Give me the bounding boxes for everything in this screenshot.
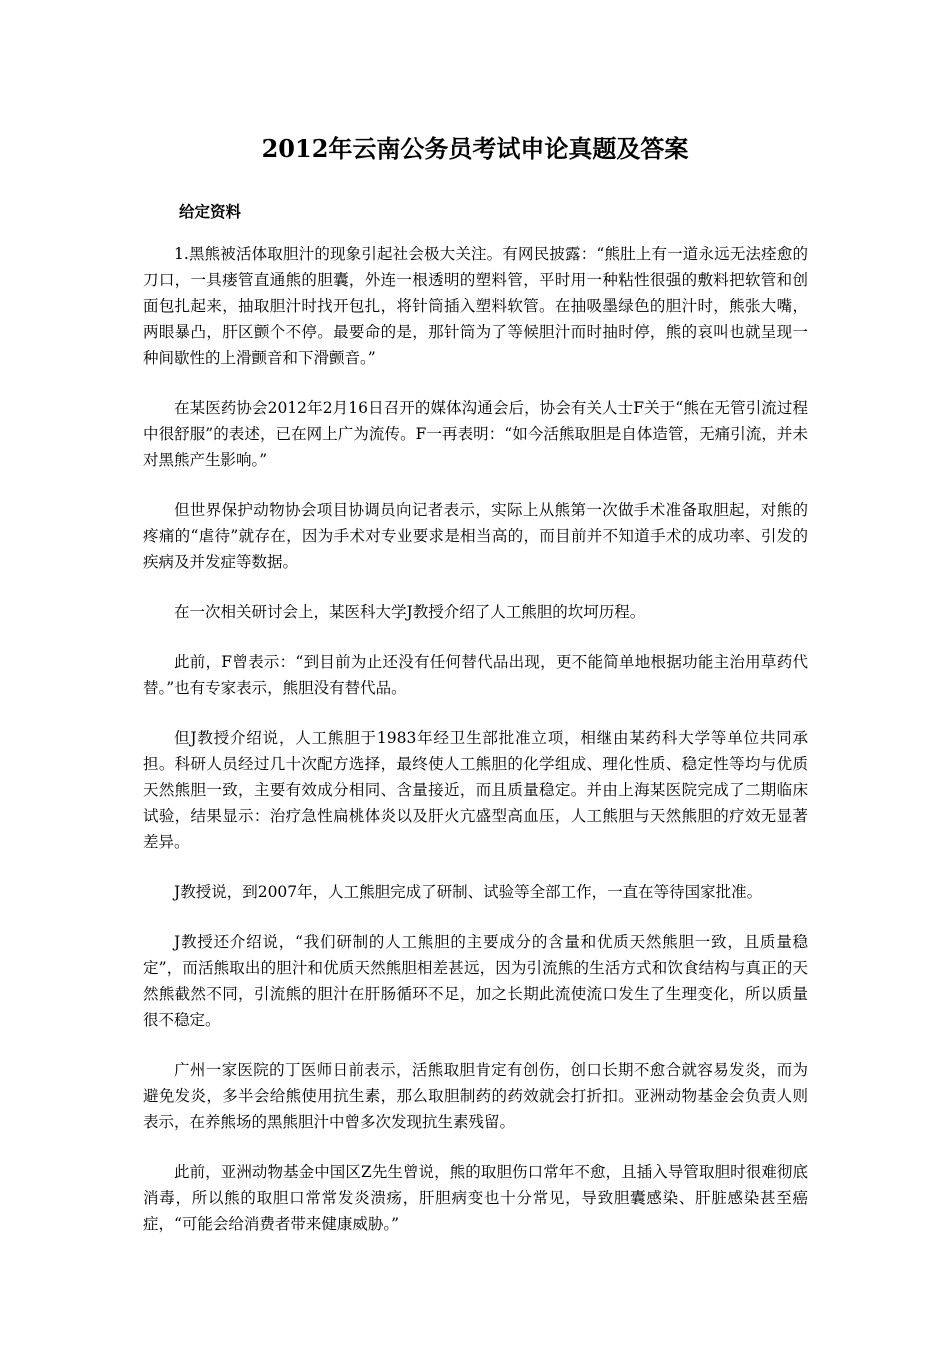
page-title: 2012年云南公务员考试申论真题及答案 [261, 134, 689, 163]
paragraph-10: 此前，亚洲动物基金中国区Z先生曾说，熊的取胆伤口常年不愈，且插入导管取胆时很难彻底消毒，所以熊的取胆口常常发炎溃疡，肝胆病变也十分常见，导致胆囊感染、肝脏感染甚至癌症，“可能会给消费者带来健康威胁。” [143, 1163, 808, 1233]
paragraph-2: 在某医药协会2012年2月16日召开的媒体沟通会后，协会有关人士F关于“熊在无管引流过程中很舒服”的表述，已在网上广为流传。F一再表明：“如今活熊取胆是自体造管，无痛引流，并未对黑熊产生影响。” [143, 399, 808, 469]
paragraph-3: 但世界保护动物协会项目协调员向记者表示，实际上从熊第一次做手术准备取胆起，对熊的疼痛的“虐待”就存在，因为手术对专业要求是相当高的，而目前并不知道手术的成功率、引发的疾病及并发症等数据。 [143, 501, 808, 571]
paragraph-8: J教授还介绍说，“我们研制的人工熊胆的主要成分的含量和优质天然熊胆一致，且质量稳定”，而活熊取出的胆汁和优质天然熊胆相差甚远，因为引流熊的生活方式和饮食结构与真正的天然熊截然不同，引流熊的胆汁在肝肠循环不足，加之长期此流使流口发生了生理变化，所以质量很不稳定。 [143, 933, 808, 1029]
paragraph-5: 此前，F曾表示：“到目前为止还没有任何替代品出现，更不能简单地根据功能主治用草药代替。”也有专家表示，熊胆没有替代品。 [143, 653, 808, 697]
section-heading: 给定资料 [179, 202, 242, 221]
paragraph-6: 但J教授介绍说，人工熊胆于1983年经卫生部批准立项，相继由某药科大学等单位共同承担。科研人员经过几十次配方选择，最终使人工熊胆的化学组成、理化性质、稳定性等均与优质天然熊胆一致，主要有效成分相同、含量接近，而且质量稳定。并由上海某医院完成了二期临床试验，结果显示：治疗急性扁桃体炎以及肝火亢盛型高血压，人工熊胆与天然熊胆的疗效无显著差异。 [143, 729, 808, 851]
paragraph-1: 1.黑熊被活体取胆汁的现象引起社会极大关注。有网民披露：“熊肚上有一道永远无法痊愈的刀口，一具瘘管直通熊的胆囊，外连一根透明的塑料管，平时用一种粘性很强的敷料把软管和创面包扎起来，抽取胆汁时找开包扎，将针筒插入塑料软管。在抽吸墨绿色的胆汁时，熊张大嘴，两眼暴凸，肝区颤个不停。最要命的是，那针筒为了等候胆汁而时抽时停，熊的哀叫也就呈现一种间歇性的上滑颤音和下滑颤音。” [143, 245, 808, 367]
paragraph-4: 在一次相关研讨会上，某医科大学J教授介绍了人工熊胆的坎坷历程。 [174, 603, 646, 621]
paragraph-7: J教授说，到2007年，人工熊胆完成了研制、试验等全部工作，一直在等待国家批准。 [174, 883, 763, 901]
paragraph-9: 广州一家医院的丁医师日前表示，活熊取胆肯定有创伤，创口长期不愈合就容易发炎，而为避免发炎，多半会给熊使用抗生素，那么取胆制药的药效就会打折扣。亚洲动物基金会负责人则表示，在养熊场的黑熊胆汁中曾多次发现抗生素残留。 [143, 1061, 808, 1131]
document-body [143, 241, 808, 1261]
